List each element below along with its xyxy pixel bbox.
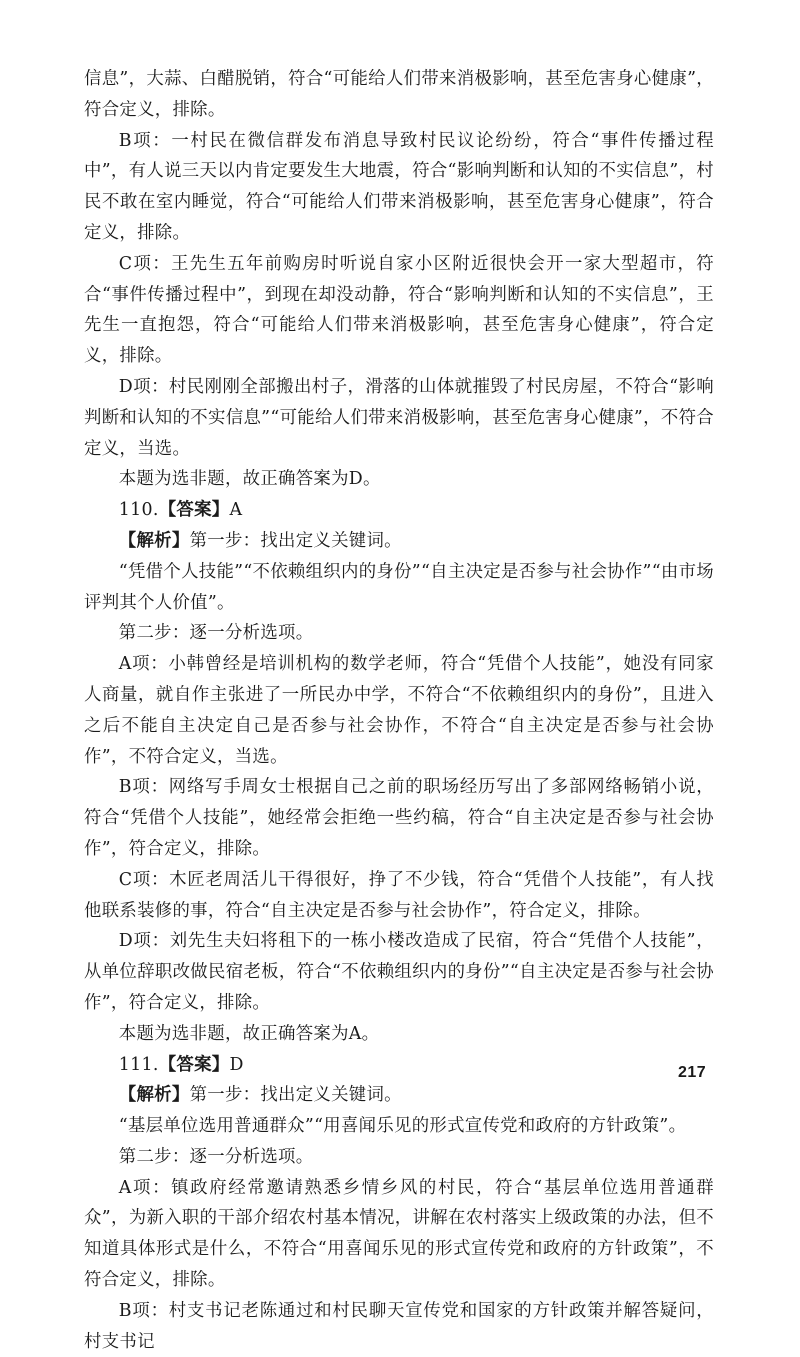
- question-number: 111.: [118, 1054, 159, 1075]
- paragraph: “基层单位选用普通群众”“用喜闻乐见的形式宣传党和政府的方针政策”。: [118, 1116, 687, 1137]
- answer-heading: [84, 1050, 714, 1081]
- analysis-heading: [84, 1080, 714, 1111]
- answer-heading: [84, 495, 714, 526]
- analysis-label: 【解析】: [118, 530, 190, 551]
- paragraph: B项：村支书记老陈通过和村民聊天宣传党和国家的方针政策并解答疑问，村支书记: [84, 1300, 714, 1352]
- paragraph: 第二步：逐一分析选项。: [118, 1146, 314, 1167]
- paragraph: B项：一村民在微信群发布消息导致村民议论纷纷，符合“事件传播过程中”，有人说三天以内肯定要发生大地震，符合“影响判断和认知的不实信息”，村民不敢在室内睡觉，符合“可能给人们带来消极影响，甚至危害身心健康”，符合定义，排除。: [84, 130, 714, 243]
- paragraph: 信息”，大蒜、白醋脱销，符合“可能给人们带来消极影响，甚至危害身心健康”，符合定义，排除。: [84, 69, 714, 120]
- answer-value: A: [229, 500, 243, 521]
- paragraph: D项：刘先生夫妇将租下的一栋小楼改造成了民宿，符合“凭借个人技能”，从单位辞职改做民宿老板，符合“不依赖组织内的身份”“自主决定是否参与社会协作”，符合定义，排除。: [84, 931, 714, 1013]
- paragraph: “凭借个人技能”“不依赖组织内的身份”“自主决定是否参与社会协作”“由市场评判其个人价值”。: [84, 561, 714, 613]
- paragraph: 本题为选非题，故正确答案为A。: [118, 1023, 380, 1044]
- page-number: 217: [678, 1064, 707, 1081]
- paragraph: D项：村民刚刚全部搬出村子，滑落的山体就摧毁了村民房屋，不符合“影响判断和认知的不实信息”“可能给人们带来消极影响，甚至危害身心健康”，不符合定义，当选。: [84, 376, 714, 459]
- analysis-heading: [84, 526, 714, 557]
- paragraph: C项：王先生五年前购房时听说自家小区附近很快会开一家大型超市，符合“事件传播过程中”，到现在却没动静，符合“影响判断和认知的不实信息”，王先生一直抱怨，符合“可能给人们带来消极影响，甚至危害身心健康”，符合定义，排除。: [84, 253, 714, 367]
- paragraph: 第二步：逐一分析选项。: [118, 623, 314, 644]
- analysis-label: 【解析】: [118, 1085, 190, 1106]
- answer-label: 【答案】: [158, 500, 230, 521]
- answer-value: D: [229, 1054, 244, 1075]
- paragraph: C项：木匠老周活儿干得很好，挣了不少钱，符合“凭借个人技能”，有人找他联系装修的事，符合“自主决定是否参与社会协作”，符合定义，排除。: [84, 869, 714, 921]
- analysis-text: 第一步：找出定义关键词。: [189, 530, 402, 551]
- page-body: [84, 64, 714, 1357]
- analysis-text: 第一步：找出定义关键词。: [189, 1085, 402, 1106]
- answer-label: 【答案】: [158, 1054, 230, 1075]
- paragraph: A项：小韩曾经是培训机构的数学老师，符合“凭借个人技能”，她没有同家人商量，就自作主张进了一所民办中学，不符合“不依赖组织内的身份”，且进入之后不能自主决定自己是否参与社会协作，不符合“自主决定是否参与社会协作”，不符合定义，当选。: [84, 654, 714, 767]
- paragraph: 本题为选非题，故正确答案为D。: [118, 469, 381, 490]
- question-number: 110.: [118, 500, 159, 521]
- paragraph: A项：镇政府经常邀请熟悉乡情乡风的村民，符合“基层单位选用普通群众”，为新入职的干部介绍农村基本情况，讲解在农村落实上级政策的办法，但不知道具体形式是什么，不符合“用喜闻乐见的形式宣传党和政府的方针政策”，不符合定义，排除。: [84, 1177, 714, 1291]
- paragraph: B项：网络写手周女士根据自己之前的职场经历写出了多部网络畅销小说，符合“凭借个人技能”，她经常会拒绝一些约稿，符合“自主决定是否参与社会协作”，符合定义，排除。: [84, 777, 714, 859]
